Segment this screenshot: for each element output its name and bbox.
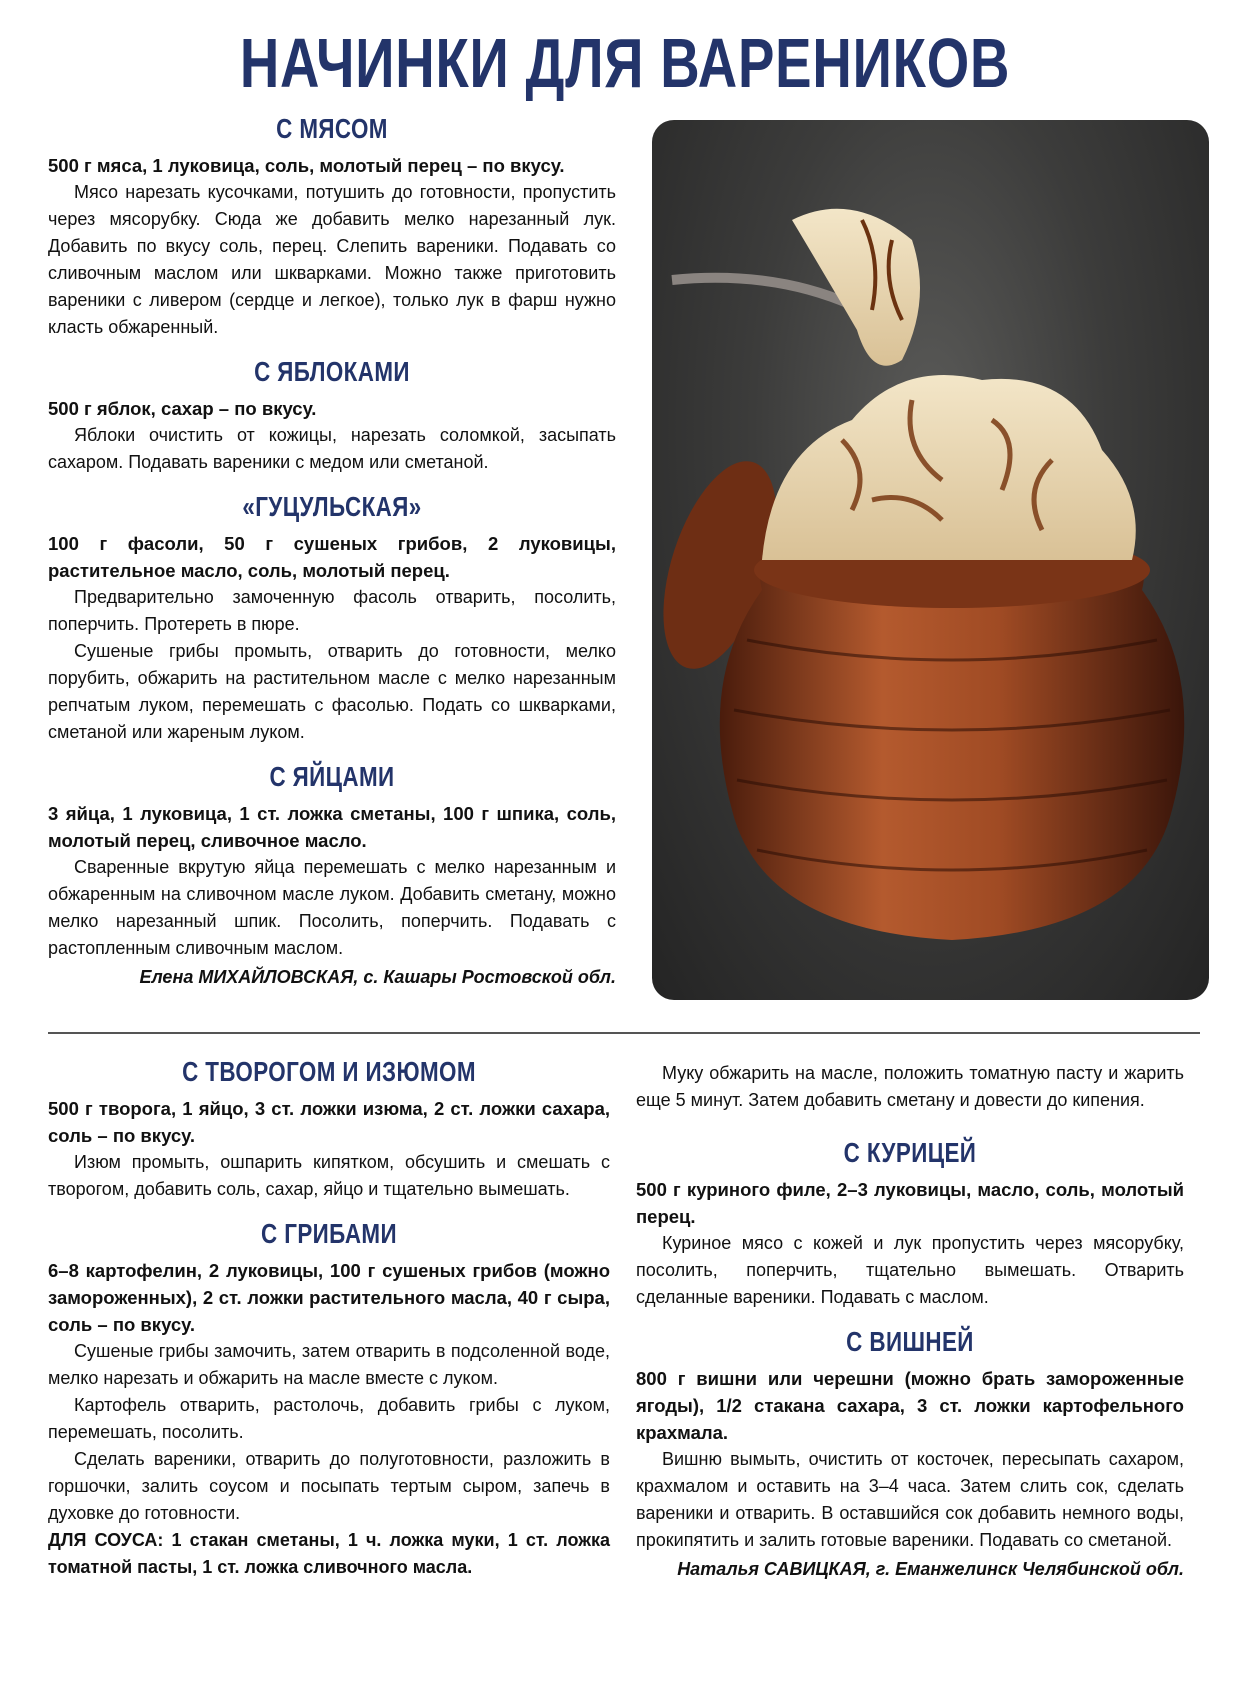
- author-signature: Елена МИХАЙЛОВСКАЯ, с. Кашары Ростовской обл.: [139, 967, 616, 987]
- recipe-ingredients: 6–8 картофелин, 2 луковицы, 100 г сушеных грибов (можно замороженных), 2 ст. ложки растительного масла, 40 г сыра, соль – по вкусу.: [48, 1260, 610, 1335]
- author-signature: Наталья САВИЦКАЯ, г. Еманжелинск Челябинской обл.: [677, 1559, 1184, 1579]
- recipe-apples: [48, 355, 616, 476]
- recipe-title: С МЯСОМ: [276, 113, 388, 144]
- recipe-ingredients: 800 г вишни или черешни (можно брать замороженные ягоды), 1/2 стакана сахара, 3 ст. ложки картофельного крахмала.: [636, 1368, 1184, 1443]
- recipe-hutsul: [48, 490, 616, 746]
- recipe-step: Вишню вымыть, очистить от косточек, пересыпать сахаром, крахмалом и оставить на 3–4 часа. Затем слить сок, сделать вареники и отварить. В оставшийся сок добавить немного воды, прокипятить и залить готовые вареники. Подавать со сметаной.: [636, 1449, 1184, 1550]
- recipe-title: С ВИШНЕЙ: [846, 1326, 974, 1357]
- sauce-instructions: Муку обжарить на масле, положить томатную пасту и жарить еще 5 минут. Затем добавить сметану и довести до кипения.: [636, 1063, 1184, 1110]
- section-divider: [48, 1032, 1200, 1034]
- recipe-meat: [48, 112, 616, 341]
- recipe-cherry: [636, 1325, 1184, 1554]
- recipe-eggs: [48, 760, 616, 962]
- recipe-step: Мясо нарезать кусочками, потушить до готовности, пропустить через мясорубку. Сюда же добавить мелко нарезанный лук. Добавить по вкусу соль, перец. Слепить вареники. Подавать со сливочным маслом или шкварками. Можно также приготовить вареники с ливером (сердце и легкое), только лук в фарш нужно класть обжаренный.: [48, 182, 616, 337]
- recipe-step: Сваренные вкрутую яйца перемешать с мелко нарезанным и обжаренным на сливочном масле луком. Добавить сметану, можно мелко нарезанный шпик. Посолить, поперчить. Подавать с растопленным сливочным маслом.: [48, 857, 616, 958]
- recipe-title: «ГУЦУЛЬСКАЯ»: [242, 491, 422, 522]
- sauce-ingredients: ДЛЯ СОУСА: 1 стакан сметаны, 1 ч. ложка муки, 1 ст. ложка томатной пасты, 1 ст. ложка сливочного масла.: [48, 1530, 610, 1577]
- recipe-ingredients: 100 г фасоли, 50 г сушеных грибов, 2 луковицы, растительное масло, соль, молотый перец.: [48, 533, 616, 581]
- recipe-ingredients: 500 г куриного филе, 2–3 луковицы, масло, соль, молотый перец.: [636, 1179, 1184, 1227]
- recipe-ingredients: 500 г творога, 1 яйцо, 3 ст. ложки изюма, 2 ст. ложки сахара, соль – по вкусу.: [48, 1098, 610, 1146]
- recipes-top-column: [48, 112, 616, 991]
- recipe-title: С ЯЙЦАМИ: [269, 761, 395, 792]
- recipe-title: С ТВОРОГОМ И ИЗЮМОМ: [182, 1056, 476, 1087]
- recipes-bottom-left-column: [48, 1055, 610, 1581]
- recipe-title: С ЯБЛОКАМИ: [254, 356, 410, 387]
- recipe-step: Куриное мясо с кожей и лук пропустить через мясорубку, посолить, поперчить, тщательно вымешать. Отварить сделанные вареники. Подавать с маслом.: [636, 1233, 1184, 1307]
- recipe-chicken: [636, 1136, 1184, 1311]
- recipe-step: Яблоки очистить от кожицы, нарезать соломкой, засыпать сахаром. Подавать вареники с медом или сметаной.: [48, 425, 616, 472]
- page-title: НАЧИНКИ ДЛЯ ВАРЕНИКОВ: [239, 24, 1011, 102]
- recipe-cottage-cheese: [48, 1055, 610, 1203]
- recipe-title: С КУРИЦЕЙ: [843, 1137, 977, 1168]
- recipe-ingredients: 500 г яблок, сахар – по вкусу.: [48, 398, 317, 419]
- recipe-title: С ГРИБАМИ: [261, 1218, 397, 1249]
- recipe-step: Сделать вареники, отварить до полуготовности, разложить в горшочки, залить соусом и посыпать тертым сыром, запечь в духовке до готовности.: [48, 1449, 610, 1523]
- recipe-ingredients: 500 г мяса, 1 луковица, соль, молотый перец – по вкусу.: [48, 155, 565, 176]
- recipes-bottom-right-column: [636, 1060, 1184, 1583]
- recipe-step: Картофель отварить, растолочь, добавить грибы с луком, перемешать, посолить.: [48, 1395, 610, 1442]
- dumplings-pot-photo: [652, 120, 1209, 1000]
- recipe-ingredients: 3 яйца, 1 луковица, 1 ст. ложка сметаны, 100 г шпика, соль, молотый перец, сливочное масло.: [48, 803, 616, 851]
- recipe-step: Изюм промыть, ошпарить кипятком, обсушить и смешать с творогом, добавить соль, сахар, яйцо и тщательно вымешать.: [48, 1152, 610, 1199]
- recipe-step: Сушеные грибы промыть, отварить до готовности, мелко порубить, обжарить на растительном масле с мелко нарезанным репчатым луком, перемешать с фасолью. Подать со шкварками, сметаной или жареным луком.: [48, 641, 616, 742]
- recipe-mushrooms: [48, 1217, 610, 1581]
- dumplings-pot-image: [652, 120, 1209, 1000]
- recipe-step: Предварительно замоченную фасоль отварить, посолить, поперчить. Протереть в пюре.: [48, 587, 616, 634]
- recipe-step: Сушеные грибы замочить, затем отварить в подсоленной воде, мелко нарезать и обжарить на масле вместе с луком.: [48, 1341, 610, 1388]
